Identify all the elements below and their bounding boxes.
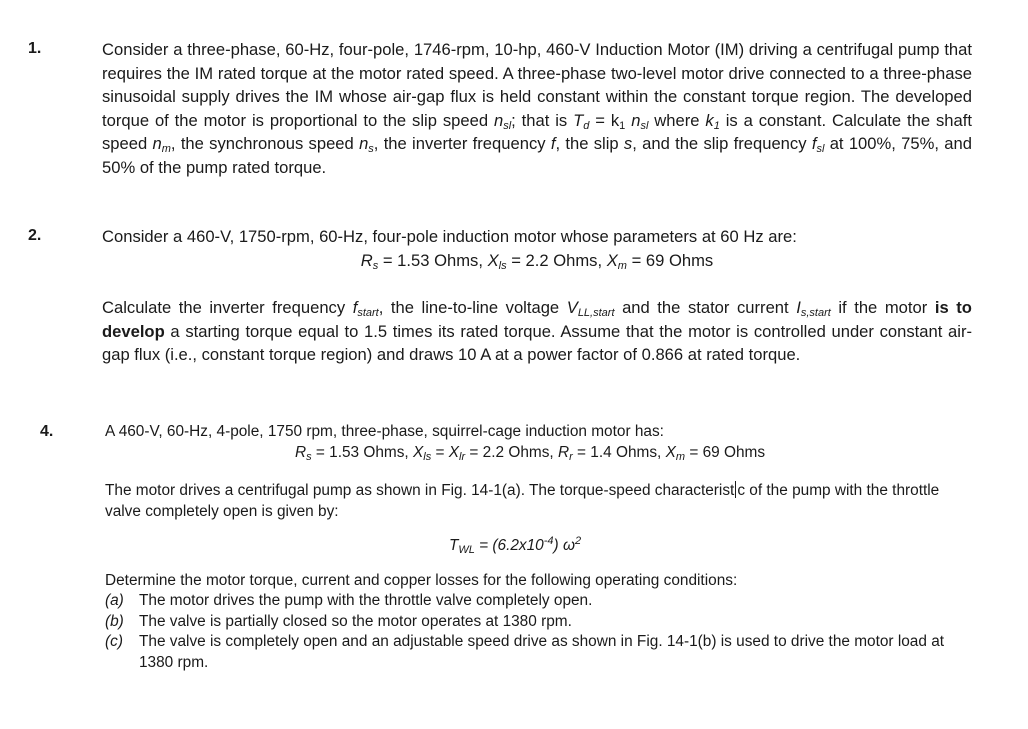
symbol-Td: $T_d$ bbox=[573, 110, 590, 132]
list-item: (a) The motor drives the pump with the throttle valve completely open. bbox=[105, 592, 593, 609]
problem-2-params: $R_s = 1.53$ Ohms, $X_{ls} = 2.2$ Ohms, $X_m = 69$ Ohms bbox=[360, 250, 714, 272]
list-item: (c) The valve is completely open and an adjustable speed drive as shown in Fig. 14-1(b) is used to drive the motor load at 1380 rpm. bbox=[105, 633, 945, 671]
problem-4-pump: The motor drives a centrifugal pump as shown in Fig. 14-1(a). The torque-speed characterist c of the pump with the throttle valve completely open is given by: bbox=[105, 482, 940, 520]
problem-number: 1. bbox=[28, 40, 42, 57]
symbol-ns: $n_s$ bbox=[359, 134, 374, 156]
problem-number: 4. bbox=[40, 423, 54, 440]
problem-1-text-a: Consider a three-phase, 60-Hz, four-pole, 1746-rpm, 10-hp, 460-V Induction Motor (IM) driving a centrifugal pump that requires the IM rated torque at the motor rated speed. A three-phase two-level motor drive connected to a three-phase sinusoidal supply drives the IM whose air-gap flux is held constant within the constant torque region. The developed torque of the motor is proportional to the slip speed bbox=[102, 40, 972, 130]
problem-2-intro: Consider a 460-V, 1750-rpm, 60-Hz, four-pole induction motor whose parameters at 60 Hz are: bbox=[102, 227, 797, 246]
problem-1-text-d: is a constant. Calculate the shaft speed bbox=[102, 110, 972, 154]
problem-1-text-f: , the inverter frequency bbox=[373, 134, 546, 154]
symbol-nsl: $n_{sl}$ bbox=[493, 110, 512, 132]
problem-1-text-h: , and the slip frequency bbox=[632, 134, 807, 154]
problem-1-text-g: , the slip bbox=[555, 134, 619, 154]
symbol-f: f bbox=[550, 134, 556, 154]
conditions-list bbox=[105, 591, 965, 673]
problem-1-eq: = $k_1$ $n_{sl}$ bbox=[595, 110, 649, 132]
symbol-s: s bbox=[623, 134, 633, 154]
problem-1-text-c: where bbox=[654, 110, 700, 130]
torque-equation: $T_{WL} = (6.2x10^{-4})$ $\omega^2$ bbox=[448, 535, 582, 556]
symbol-k1: $k_1$ bbox=[705, 110, 720, 132]
problem-number: 2. bbox=[28, 227, 42, 244]
problem-text bbox=[102, 38, 972, 180]
problem-4-intro: A 460-V, 60-Hz, 4-pole, 1750 rpm, three-phase, squirrel-cage induction motor has: bbox=[105, 423, 664, 440]
problem-1-text-b: ; that is bbox=[511, 110, 568, 130]
list-item: (b) The valve is partially closed so the motor operates at 1380 rpm. bbox=[105, 612, 572, 630]
problem-1-text-e: , the synchronous speed bbox=[170, 134, 354, 154]
problem-4-params: $R_s = 1.53$ Ohms, $X_{ls} = X_{lr} = 2.2$ Ohms, $R_r = 1.4$ Ohms, $X_m = 69$ Ohms bbox=[294, 443, 766, 463]
problem-text bbox=[105, 422, 965, 673]
problem-2-question: Calculate the inverter frequency $f_{start}$, the line-to-line voltage $V_{LL,start}$ and the stator current $I_{s,start}$ if the motor is to develop a starting torque equal to 1.5 times its rated torque. Assume that the motor is controlled under constant air-gap flux (i.e., constant torque region) and draws 10 A at a power factor of 0.866 at rated torque. bbox=[102, 298, 972, 365]
symbol-nm: $n_m$ bbox=[152, 134, 171, 156]
symbol-fsl: $f_{sl}$ bbox=[811, 134, 825, 156]
problem-1-text-i: at 100%, 75%, and 50% of the pump rated torque. bbox=[102, 134, 972, 177]
problem-4-determine: Determine the motor torque, current and copper losses for the following operating conditions: bbox=[105, 571, 738, 589]
problem-text bbox=[102, 225, 972, 367]
